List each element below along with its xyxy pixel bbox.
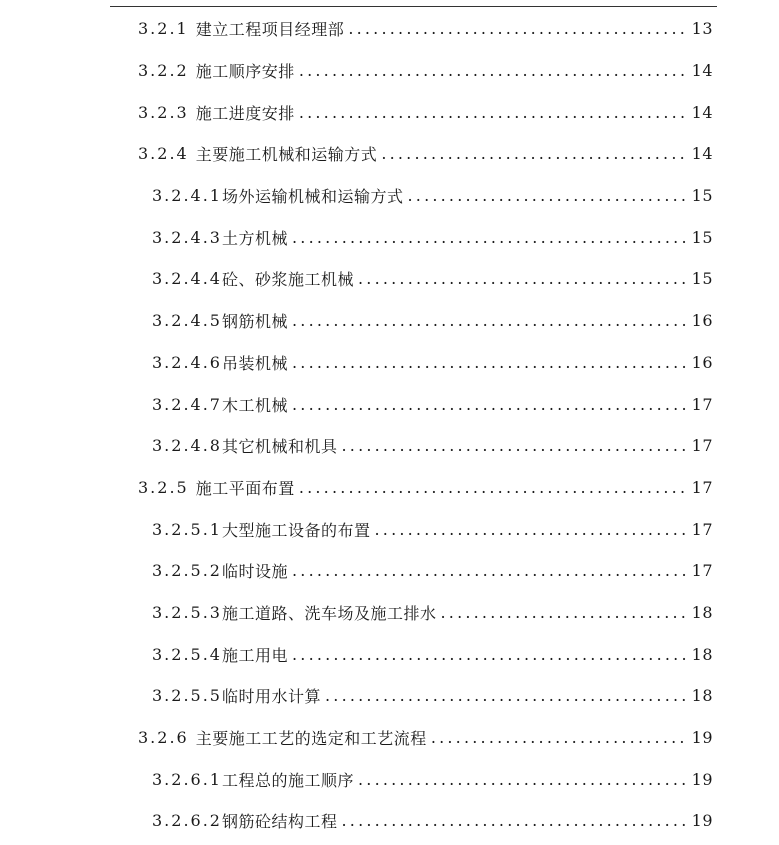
toc-entry-page: 14 — [691, 61, 713, 81]
toc-entry-number: 3.2.4 — [138, 144, 196, 164]
toc-entry-page: 16 — [691, 311, 713, 331]
toc-entry-title: 施工用电 — [221, 645, 288, 665]
toc-entry-page: 17 — [691, 519, 713, 539]
toc-entry-title: 大型施工设备的布置 — [221, 520, 371, 540]
toc-entry[interactable] — [0, 50, 779, 92]
toc-entry-number: 3.2.5.2 — [152, 561, 222, 581]
toc-entry-title: 钢筋砼结构工程 — [221, 812, 338, 832]
toc-entry-number: 3.2.6.1 — [152, 769, 222, 789]
toc-entry-page: 19 — [691, 728, 713, 748]
dot-leader — [358, 770, 688, 789]
dot-leader — [342, 811, 688, 830]
toc-entry[interactable] — [0, 91, 779, 133]
toc-entry-number: 3.2.4.1 — [152, 186, 222, 206]
toc-entry[interactable] — [0, 425, 779, 467]
dot-leader — [292, 395, 688, 414]
toc-entry-title: 土方机械 — [221, 228, 288, 248]
dot-leader — [358, 269, 688, 288]
toc-entry[interactable] — [0, 300, 779, 342]
dot-leader — [299, 103, 688, 122]
dot-leader — [325, 686, 688, 705]
toc-entry-title: 主要施工工艺的选定和工艺流程 — [195, 729, 427, 749]
toc-entry-page: 17 — [691, 477, 713, 497]
toc-entry-page: 16 — [691, 352, 713, 372]
toc-entry-page: 14 — [691, 102, 713, 122]
toc-entry-page: 17 — [691, 561, 713, 581]
toc-entry[interactable] — [0, 758, 779, 800]
toc-entry-number: 3.2.4.7 — [152, 394, 222, 414]
toc-entry-page: 18 — [691, 602, 713, 622]
toc-entry[interactable] — [0, 592, 779, 634]
table-of-contents — [0, 8, 779, 842]
toc-entry-title: 临时用水计算 — [221, 687, 321, 707]
dot-leader — [441, 603, 688, 622]
toc-entry[interactable] — [0, 133, 779, 175]
dot-leader — [299, 478, 688, 497]
toc-entry-page: 19 — [691, 811, 713, 831]
toc-entry-title: 临时设施 — [221, 562, 288, 582]
toc-entry-title: 施工道路、洗车场及施工排水 — [221, 603, 437, 623]
toc-entry[interactable] — [0, 383, 779, 425]
toc-entry-number: 3.2.4.4 — [152, 269, 222, 289]
toc-entry[interactable] — [0, 216, 779, 258]
toc-entry-title: 砼、砂浆施工机械 — [221, 270, 354, 290]
dot-leader — [348, 19, 687, 38]
toc-entry-page: 17 — [691, 436, 713, 456]
toc-entry[interactable] — [0, 800, 779, 842]
toc-entry[interactable] — [0, 675, 779, 717]
dot-leader — [431, 728, 688, 747]
dot-leader — [299, 61, 688, 80]
dot-leader — [292, 353, 688, 372]
toc-entry-page: 18 — [691, 644, 713, 664]
toc-entry-page: 17 — [691, 394, 713, 414]
toc-entry-number: 3.2.5.3 — [152, 602, 222, 622]
toc-entry-page: 15 — [691, 269, 713, 289]
dot-leader — [292, 228, 688, 247]
toc-entry-number: 3.2.5 — [138, 477, 196, 497]
dot-leader — [408, 186, 688, 205]
toc-entry-title: 其它机械和机具 — [221, 437, 338, 457]
toc-entry-page: 18 — [691, 686, 713, 706]
toc-entry-page: 19 — [691, 769, 713, 789]
toc-entry-page: 14 — [691, 144, 713, 164]
toc-entry-title: 施工顺序安排 — [195, 62, 295, 82]
dot-leader — [292, 561, 688, 580]
toc-entry-number: 3.2.3 — [138, 102, 196, 122]
toc-entry-number: 3.2.4.3 — [152, 227, 222, 247]
dot-leader — [375, 520, 688, 539]
toc-entry[interactable] — [0, 508, 779, 550]
toc-entry-number: 3.2.5.4 — [152, 644, 222, 664]
toc-entry-page: 15 — [691, 186, 713, 206]
toc-entry-title: 吊装机械 — [221, 353, 288, 373]
dot-leader — [381, 144, 687, 163]
toc-entry-title: 施工平面布置 — [195, 478, 295, 498]
toc-entry-number: 3.2.5.5 — [152, 686, 222, 706]
toc-entry[interactable] — [0, 550, 779, 592]
toc-entry[interactable] — [0, 8, 779, 50]
toc-entry-number: 3.2.4.8 — [152, 436, 222, 456]
toc-entry-page: 13 — [691, 19, 713, 39]
toc-entry[interactable] — [0, 258, 779, 300]
toc-entry[interactable] — [0, 342, 779, 384]
toc-entry-title: 主要施工机械和运输方式 — [195, 145, 378, 165]
toc-entry-page: 15 — [691, 227, 713, 247]
toc-entry-title: 场外运输机械和运输方式 — [221, 187, 404, 207]
dot-leader — [292, 311, 688, 330]
toc-entry-number: 3.2.5.1 — [152, 519, 222, 539]
toc-entry-title: 施工进度安排 — [195, 103, 295, 123]
toc-entry-title: 建立工程项目经理部 — [195, 20, 345, 40]
toc-entry-number: 3.2.4.5 — [152, 311, 222, 331]
toc-entry-number: 3.2.1 — [138, 19, 196, 39]
dot-leader — [342, 436, 688, 455]
toc-entry-number: 3.2.2 — [138, 61, 196, 81]
toc-entry-title: 钢筋机械 — [221, 312, 288, 332]
toc-entry[interactable] — [0, 175, 779, 217]
toc-entry[interactable] — [0, 467, 779, 509]
toc-entry-number: 3.2.4.6 — [152, 352, 222, 372]
toc-entry[interactable] — [0, 633, 779, 675]
toc-entry-number: 3.2.6.2 — [152, 811, 222, 831]
toc-entry-number: 3.2.6 — [138, 728, 196, 748]
toc-entry[interactable] — [0, 717, 779, 759]
toc-entry-title: 工程总的施工顺序 — [221, 770, 354, 790]
dot-leader — [292, 645, 688, 664]
header-rule — [110, 6, 717, 7]
toc-entry-title: 木工机械 — [221, 395, 288, 415]
